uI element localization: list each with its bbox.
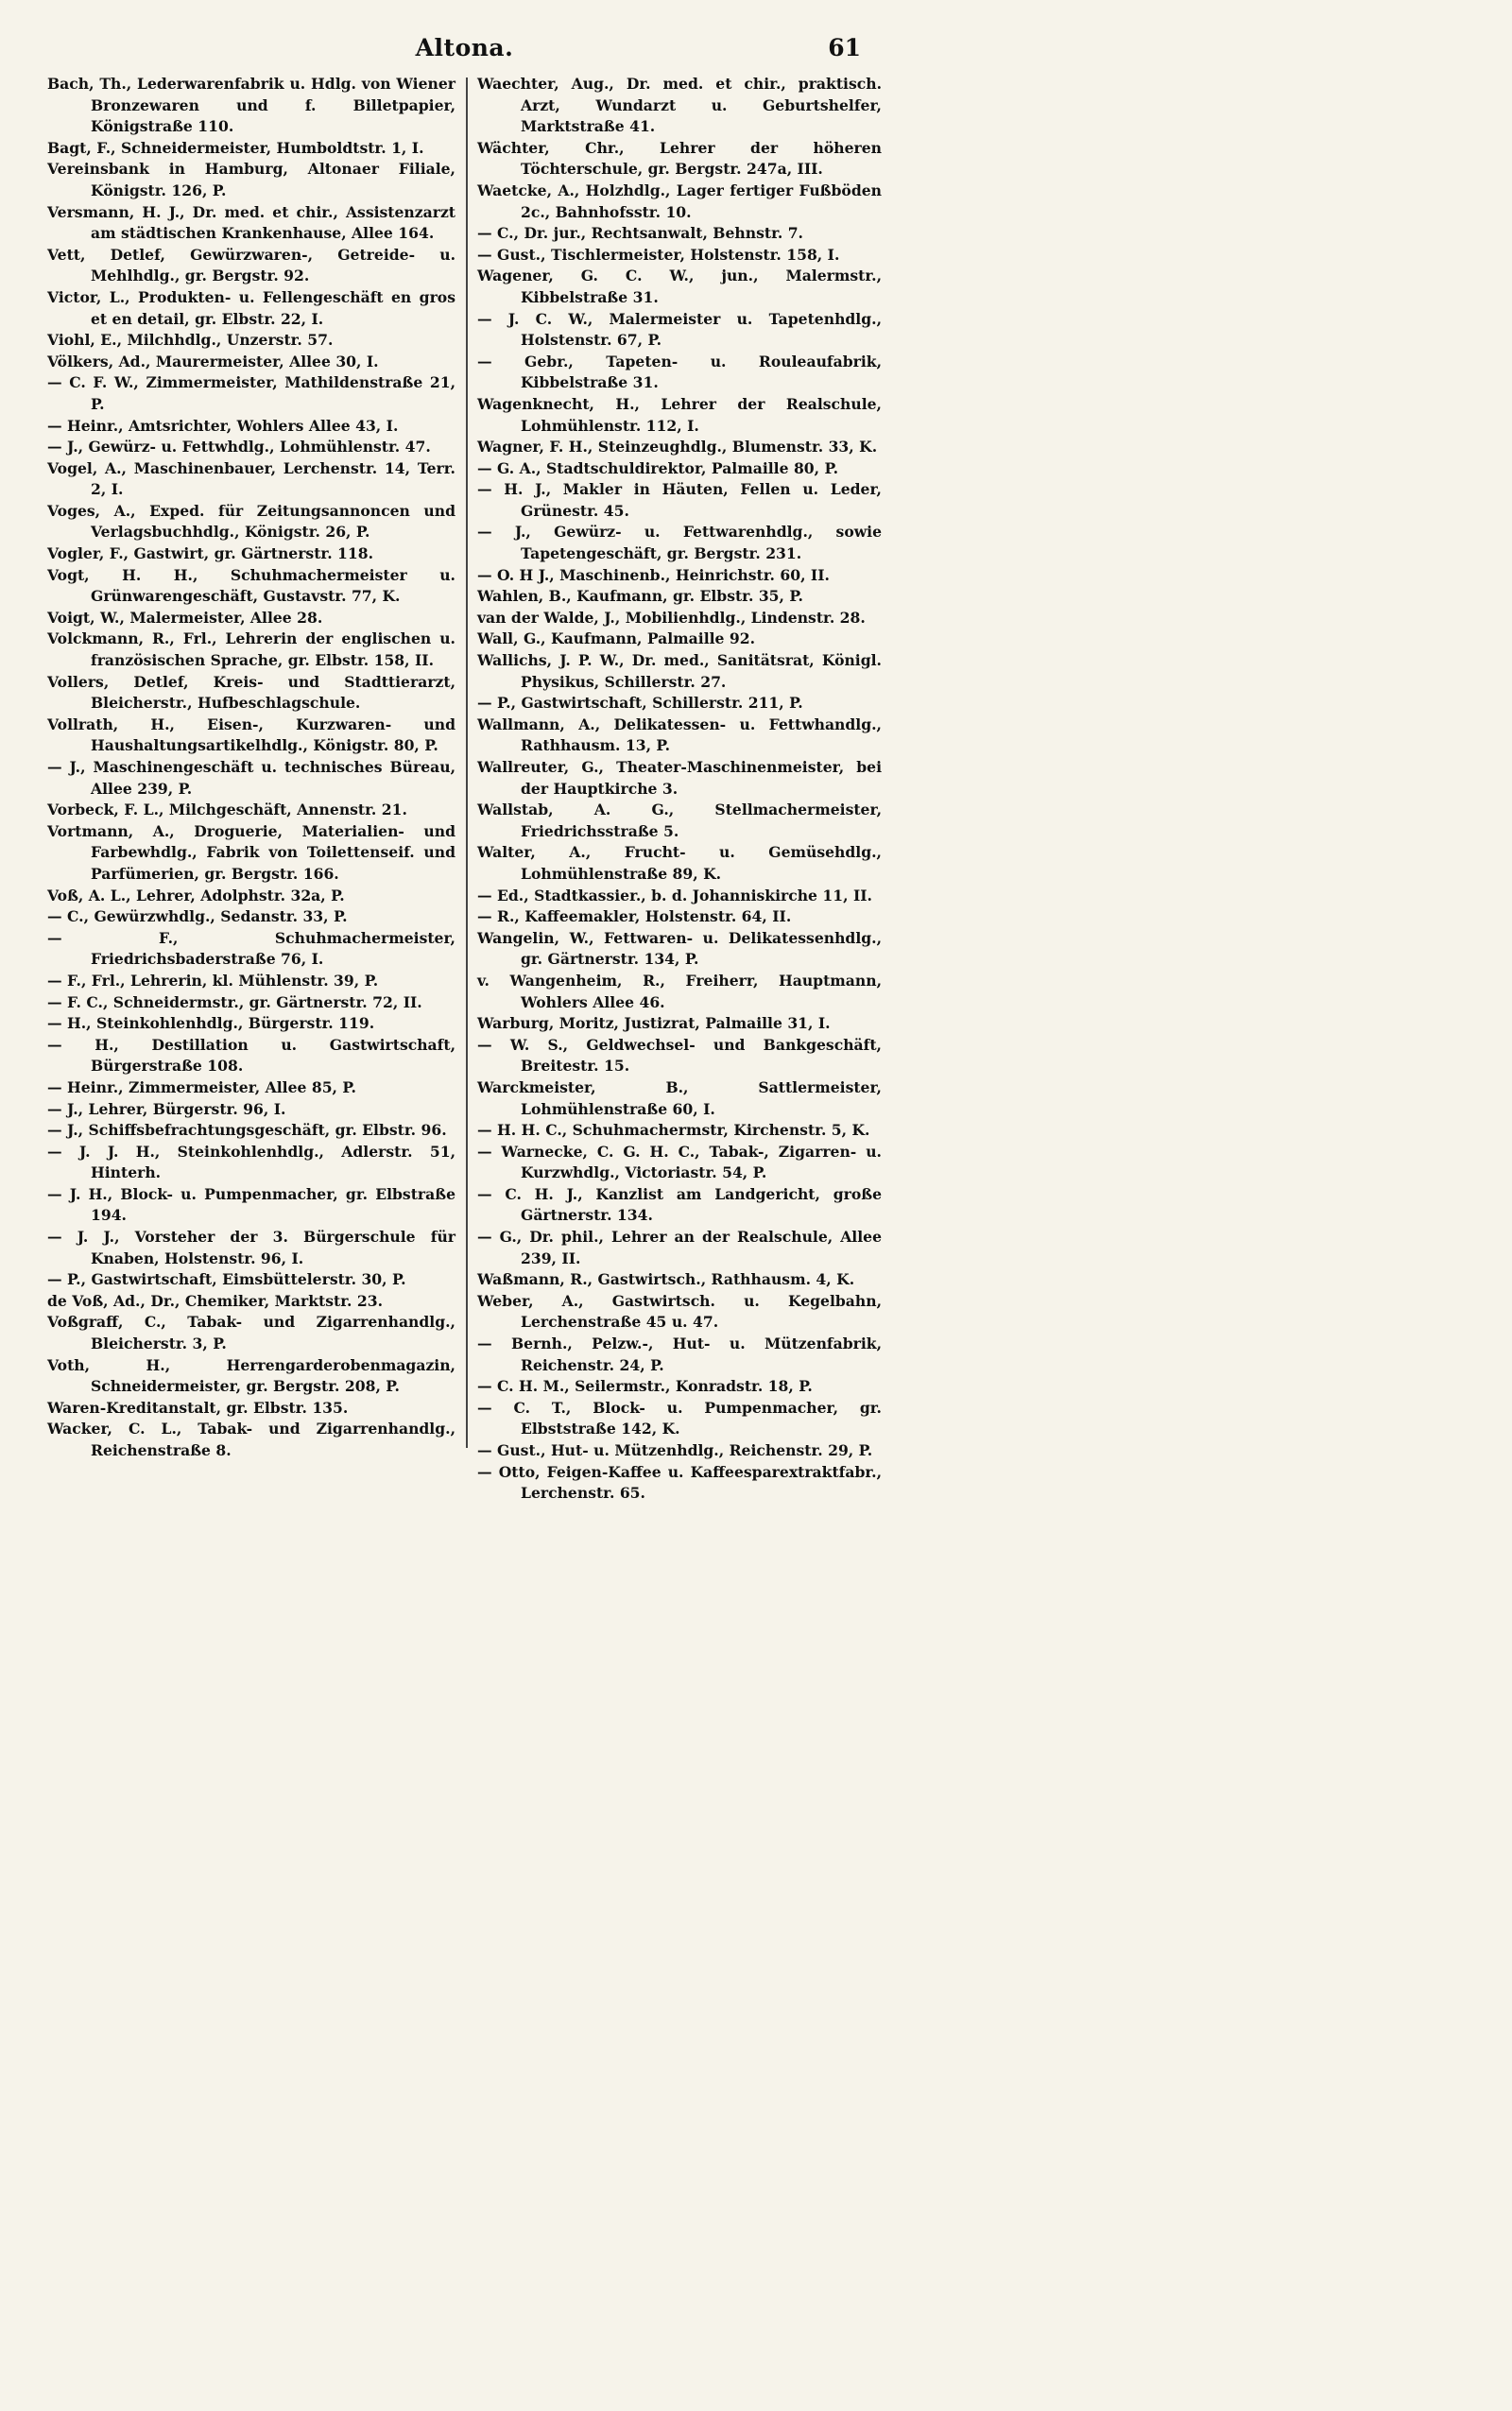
directory-entry: — Heinr., Zimmermeister, Allee 85, P. [47,1077,356,1096]
directory-entry: Wallichs, J. P. W., Dr. med., Sanitätsrat, Königl. Physikus, Schillerstr. 27. [477,651,882,691]
directory-entry: — J., Maschinengeschäft u. technisches Büreau, Allee 239, P. [47,758,455,798]
directory-entry: Waren-Kreditanstalt, gr. Elbstr. 135. [47,1398,349,1417]
directory-entry: — P., Gastwirtschaft, Schillerstr. 211, P. [477,694,803,713]
directory-entry: Voth, H., Herrengarderobenmagazin, Schneidermeister, gr. Bergstr. 208, P. [47,1355,455,1396]
directory-entry: Volckmann, R., Frl., Lehrerin der englischen u. französischen Sprache, gr. Elbstr. 158, II. [47,629,455,670]
directory-entry: — G. A., Stadtschuldirektor, Palmaille 80, P. [477,458,839,477]
directory-entry: Vogel, A., Maschinenbauer, Lerchenstr. 14, Terr. 2, I. [47,458,455,499]
directory-entry: Wall, G., Kaufmann, Palmaille 92. [477,629,756,648]
directory-entry: Vorbeck, F. L., Milchgeschäft, Annenstr. 21. [47,801,407,819]
directory-entry: — J., Schiffsbefrachtungsgeschäft, gr. Elbstr. 96. [47,1121,447,1140]
directory-entry: — F., Schuhmachermeister, Friedrichsbaderstraße 76, I. [47,928,455,969]
directory-entry: Walter, A., Frucht- u. Gemüsehdlg., Lohmühlenstraße 89, K. [477,843,882,883]
directory-entry: — J., Lehrer, Bürgerstr. 96, I. [47,1099,286,1118]
directory-entry: Vogt, H. H., Schuhmachermeister u. Grünwarengeschäft, Gustavstr. 77, K. [47,565,455,606]
directory-entry: Voigt, W., Malermeister, Allee 28. [47,608,323,627]
directory-entry: — R., Kaffeemakler, Holstenstr. 64, II. [477,907,792,926]
directory-entry: Warburg, Moritz, Justizrat, Palmaille 31, I. [477,1014,831,1033]
directory-entry: — J. J. H., Steinkohlenhdlg., Adlerstr. 51, Hinterh. [47,1142,455,1182]
column-divider [466,77,468,1448]
directory-entry: — J. J., Vorsteher der 3. Bürgerschule für Knaben, Holstenstr. 96, I. [47,1228,455,1267]
directory-entry: — C. H. M., Seilermstr., Konradstr. 18, P. [477,1377,813,1396]
directory-entry: Warckmeister, B., Sattlermeister, Lohmühlenstraße 60, I. [477,1077,882,1118]
directory-entry: Wagner, F. H., Steinzeughdlg., Blumenstr. 33, K. [477,438,878,456]
directory-entry: van der Walde, J., Mobilienhdlg., Lindenstr. 28. [477,608,866,627]
directory-entry: — W. S., Geldwechsel- und Bankgeschäft, Breitestr. 15. [477,1035,882,1076]
page-number: 61 [828,34,861,61]
directory-entry: — H. H. C., Schuhmachermstr, Kirchenstr. 5, K. [477,1121,870,1140]
directory-entry: Vollers, Detlef, Kreis- und Stadttierarzt, Bleicherstr., Hufbeschlagschule. [47,672,455,713]
directory-entry: Weber, A., Gastwirtsch. u. Kegelbahn, Lerchenstraße 45 u. 47. [477,1291,882,1332]
directory-entry: de Voß, Ad., Dr., Chemiker, Marktstr. 23. [47,1291,384,1310]
directory-entry: Waechter, Aug., Dr. med. et chir., praktisch. Arzt, Wundarzt u. Geburtshelfer, Marktstraße 41. [477,75,882,136]
directory-entry: Waetcke, A., Holzhdlg., Lager fertiger Fußböden 2c., Bahnhofsstr. 10. [477,181,882,221]
directory-entry: — F., Frl., Lehrerin, kl. Mühlenstr. 39, P. [47,971,379,990]
directory-entry: Waßmann, R., Gastwirtsch., Rathhausm. 4, K. [477,1270,855,1289]
directory-entry: Wagener, G. C. W., jun., Malermstr., Kibbelstraße 31. [477,267,882,306]
page-header [0,34,929,72]
directory-entry: — P., Gastwirtschaft, Eimsbüttelerstr. 30, P. [47,1270,406,1289]
directory-entry: Voßgraff, C., Tabak- und Zigarrenhandlg., Bleicherstr. 3, P. [47,1313,455,1353]
page-title: Altona. [415,34,514,61]
directory-entry: Völkers, Ad., Maurermeister, Allee 30, I. [47,352,379,370]
directory-entry: Vollrath, H., Eisen-, Kurzwaren- und Haushaltungsartikelhdlg., Königstr. 80, P. [47,715,455,755]
directory-entry: — J., Gewürz- u. Fettwarenhdlg., sowie Tapetengeschäft, gr. Bergstr. 231. [477,523,882,563]
directory-entry: Wacker, C. L., Tabak- und Zigarrenhandlg., Reichenstraße 8. [47,1420,455,1459]
directory-entry: v. Wangenheim, R., Freiherr, Hauptmann, Wohlers Allee 46. [477,971,882,1011]
directory-entry: — C., Dr. jur., Rechtsanwalt, Behnstr. 7. [477,224,803,243]
directory-entry: — Heinr., Amtsrichter, Wohlers Allee 43, I. [47,416,399,435]
directory-entry: — Gust., Tischlermeister, Holstenstr. 158, I. [477,245,840,264]
directory-entry: — H., Destillation u. Gastwirtschaft, Bürgerstraße 108. [47,1035,455,1076]
directory-entry: — C. F. W., Zimmermeister, Mathildenstraße 21, P. [47,373,455,413]
directory-entry: — C. T., Block- u. Pumpenmacher, gr. Elbststraße 142, K. [477,1398,882,1438]
directory-entry: — Ed., Stadtkassier., b. d. Johanniskirche 11, II. [477,886,872,904]
directory-entry: Wahlen, B., Kaufmann, gr. Elbstr. 35, P. [477,587,803,606]
left-column [47,74,455,1459]
directory-entry: — G., Dr. phil., Lehrer an der Realschule, Allee 239, II. [477,1228,882,1267]
directory-entry: Voges, A., Exped. für Zeitungsannoncen und Verlagsbuchhdlg., Königstr. 26, P. [47,501,455,542]
directory-entry: — F. C., Schneidermstr., gr. Gärtnerstr. 72, II. [47,992,422,1011]
directory-entry: — J. H., Block- u. Pumpenmacher, gr. Elbstraße 194. [47,1184,455,1225]
directory-entry: Viohl, E., Milchhdlg., Unzerstr. 57. [47,331,334,350]
directory-entry: Wagenknecht, H., Lehrer der Realschule, Lohmühlenstr. 112, I. [477,394,882,435]
directory-entry: Voß, A. L., Lehrer, Adolphstr. 32a, P. [47,886,345,904]
directory-entry: Wallstab, A. G., Stellmachermeister, Friedrichsstraße 5. [477,801,882,840]
directory-entry: — J. C. W., Malermeister u. Tapetenhdlg., Holstenstr. 67, P. [477,309,882,350]
directory-entry: — Otto, Feigen-Kaffee u. Kaffeesparextraktfabr., Lerchenstr. 65. [477,1462,882,1503]
directory-entry: — Bernh., Pelzw.-, Hut- u. Mützenfabrik, Reichenstr. 24, P. [477,1335,882,1374]
directory-entry: — H. J., Makler in Häuten, Fellen u. Leder, Grünestr. 45. [477,480,882,520]
directory-entry: — J., Gewürz- u. Fettwhdlg., Lohmühlenstr. 47. [47,438,431,456]
directory-entry: — O. H J., Maschinenb., Heinrichstr. 60, II. [477,565,830,584]
directory-entry: Wangelin, W., Fettwaren- u. Delikatessenhdlg., gr. Gärtnerstr. 134, P. [477,928,882,969]
directory-entry: Bagt, F., Schneidermeister, Humboldtstr. 1, I. [47,138,424,157]
directory-entry: Vett, Detlef, Gewürzwaren-, Getreide- u. Mehlhdlg., gr. Bergstr. 92. [47,245,455,285]
right-column [477,74,882,1503]
directory-entry: Versmann, H. J., Dr. med. et chir., Assistenzarzt am städtischen Krankenhause, Allee 164. [47,202,455,243]
directory-entry: Wallmann, A., Delikatessen- u. Fettwhandlg., Rathhausm. 13, P. [477,715,882,755]
directory-entry: — H., Steinkohlenhdlg., Bürgerstr. 119. [47,1014,375,1033]
directory-entry: Vortmann, A., Droguerie, Materialien- und Farbewhdlg., Fabrik von Toilettenseif. und Parfümerien, gr. Bergstr. 166. [47,821,455,883]
directory-page [0,0,929,1503]
directory-entry: Vereinsbank in Hamburg, Altonaer Filiale, Königstr. 126, P. [47,160,455,199]
directory-entry: — C. H. J., Kanzlist am Landgericht, große Gärtnerstr. 134. [477,1184,882,1225]
directory-entry: Bach, Th., Lederwarenfabrik u. Hdlg. von Wiener Bronzewaren und f. Billetpapier, Königstraße 110. [47,75,455,136]
directory-entry: Vogler, F., Gastwirt, gr. Gärtnerstr. 118. [47,544,374,563]
directory-entry: Wallreuter, G., Theater-Maschinenmeister, bei der Hauptkirche 3. [477,758,882,798]
directory-entry: — C., Gewürzwhdlg., Sedanstr. 33, P. [47,907,348,926]
directory-entry: Victor, L., Produkten- u. Fellengeschäft en gros et en detail, gr. Elbstr. 22, I. [47,287,455,328]
directory-entry: Wächter, Chr., Lehrer der höheren Töchterschule, gr. Bergstr. 247a, III. [477,138,882,179]
directory-entry: — Gebr., Tapeten- u. Rouleaufabrik, Kibbelstraße 31. [477,352,882,392]
directory-entry: — Warnecke, C. G. H. C., Tabak-, Zigarren- u. Kurzwhdlg., Victoriastr. 54, P. [477,1142,882,1182]
directory-entry: — Gust., Hut- u. Mützenhdlg., Reichenstr. 29, P. [477,1441,873,1459]
